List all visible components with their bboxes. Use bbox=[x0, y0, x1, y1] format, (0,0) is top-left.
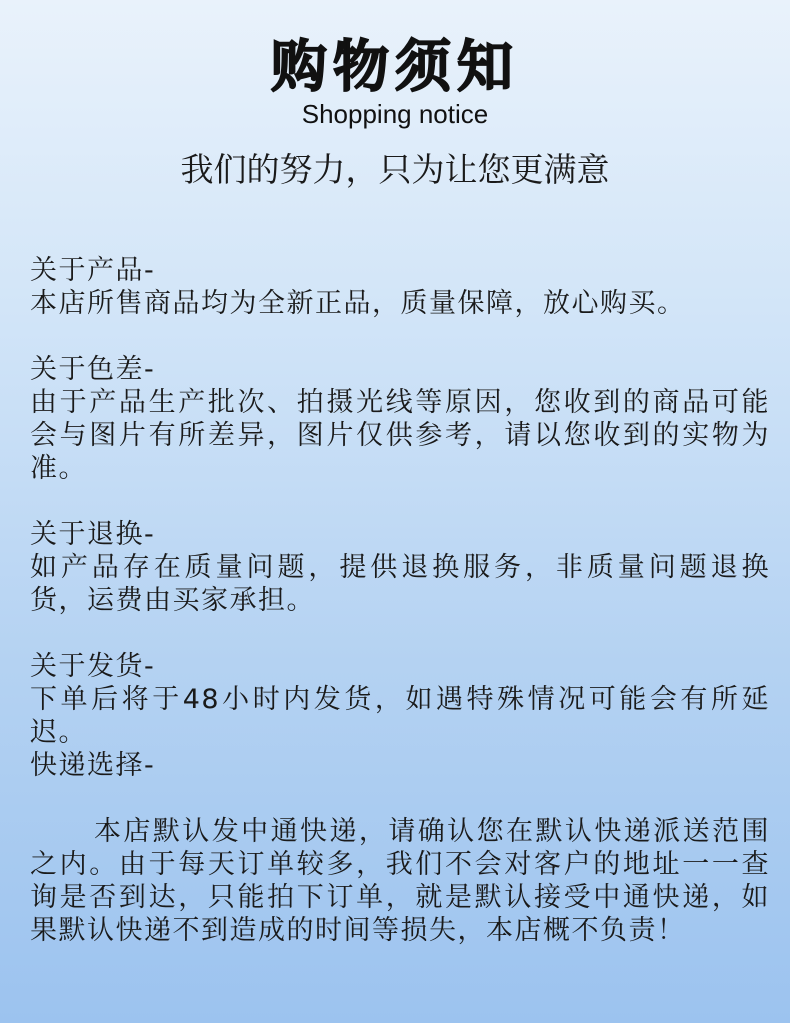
section-text: 如产品存在质量问题，提供退换服务，非质量问题退换货，运费由买家承担。 bbox=[30, 552, 770, 616]
section-text: 本店默认发中通快递，请确认您在默认快递派送范围之内。由于每天订单较多，我们不会对客户的地址一一查询是否到达，只能拍下订单，就是默认接受中通快递，如果默认快递不到造成的时间等损失，本店概不负责！ bbox=[30, 816, 770, 946]
tagline: 我们的努力，只为让您更满意 bbox=[180, 150, 610, 189]
page-subtitle: Shopping notice bbox=[301, 99, 489, 129]
notice-body bbox=[30, 254, 770, 947]
section-heading: 快递选择- bbox=[30, 750, 156, 781]
page-title: 购物须知 bbox=[271, 35, 519, 100]
section-product bbox=[30, 254, 770, 320]
section-text: 由于产品生产批次、拍摄光线等原因，您收到的商品可能会与图片有所差异，图片仅供参考，请以您收到的实物为准。 bbox=[30, 387, 770, 484]
section-shipping bbox=[30, 650, 770, 749]
section-heading: 关于色差- bbox=[30, 354, 156, 385]
section-returns bbox=[30, 518, 770, 617]
section-text: 本店所售商品均为全新正品，质量保障，放心购买。 bbox=[30, 288, 686, 319]
section-text: 下单后将于48小时内发货，如遇特殊情况可能会有所延迟。 bbox=[30, 684, 770, 748]
section-heading: 关于发货- bbox=[30, 651, 156, 682]
section-courier bbox=[30, 749, 770, 947]
section-heading: 关于产品- bbox=[30, 255, 156, 286]
section-color-difference bbox=[30, 353, 770, 485]
section-heading: 关于退换- bbox=[30, 519, 156, 550]
